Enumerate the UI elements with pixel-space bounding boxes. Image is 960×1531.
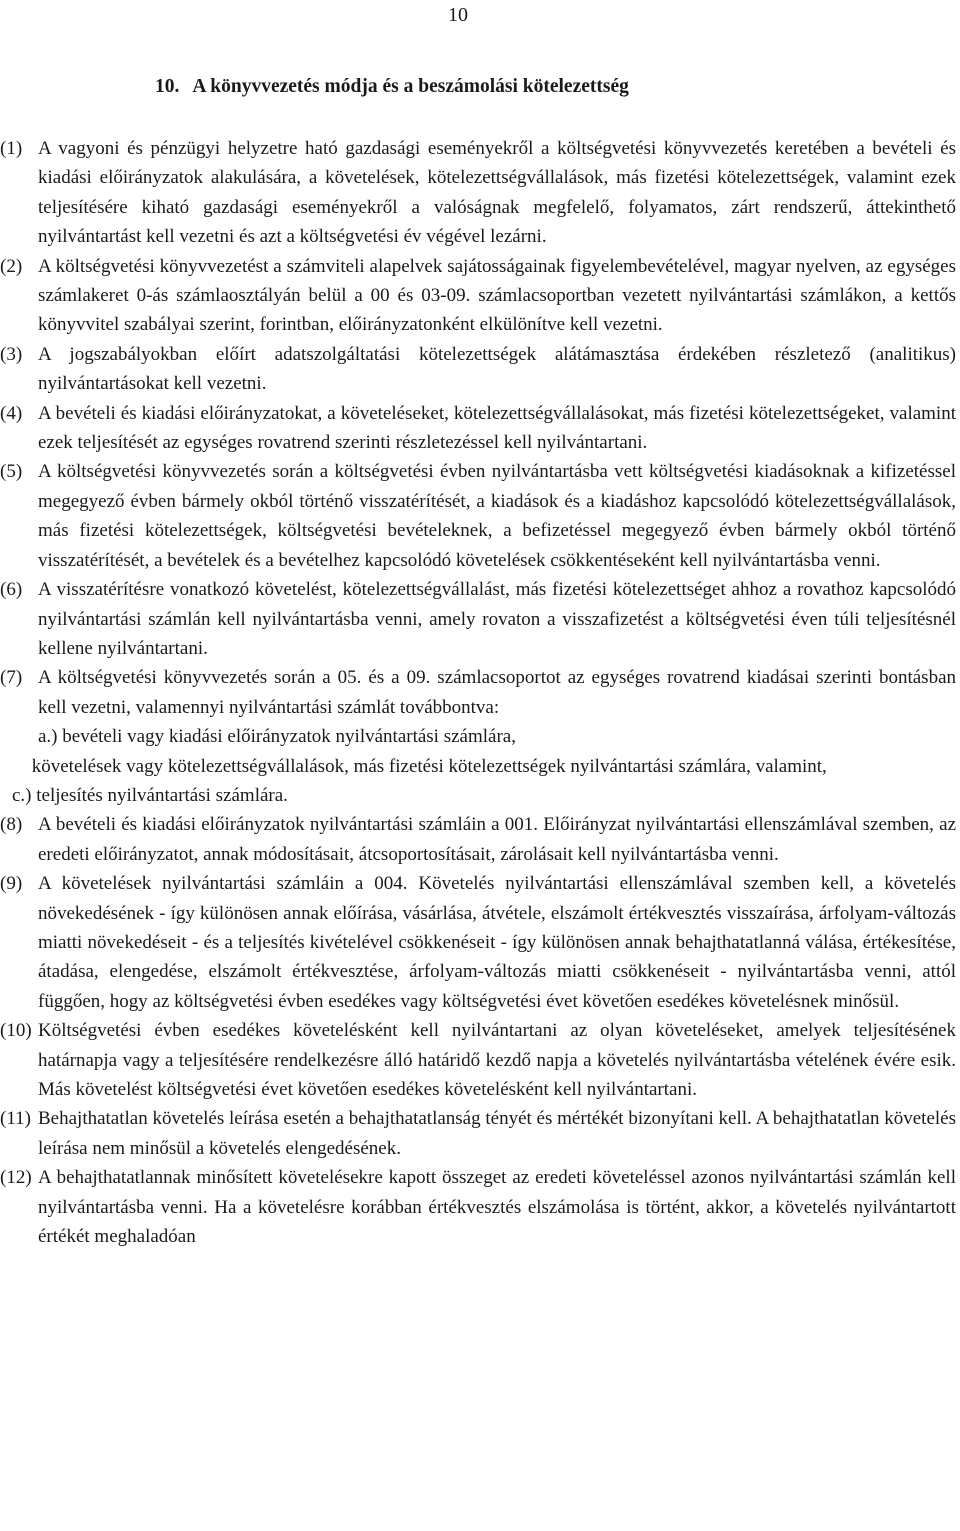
paragraph-marker: (6) xyxy=(0,579,23,601)
paragraph-1 xyxy=(0,134,956,252)
list-item-c xyxy=(0,781,956,810)
paragraph-2 xyxy=(0,252,956,340)
paragraph-marker: (5) xyxy=(0,461,23,483)
paragraph-text: A behajthatatlannak minősített követelésekre kapott összeget az eredeti követeléssel azonos nyilvántartási számlán kell nyilvántartásba venni. Ha a követelésre korábban értékvesztés elszámolása is történt, akkor, a követelés nyilvántartott értékét meghaladóan xyxy=(38,1167,956,1248)
list-item-marker: c.) xyxy=(12,784,32,806)
paragraph-marker: (12) xyxy=(0,1167,32,1189)
paragraph-text: A költségvetési könyvvezetés során a 05. és a 09. számlacsoportot az egységes rovatrend kiadásai szerinti bontásban kell vezetni, valamennyi nyilvántartási számlát továbbontva: xyxy=(38,667,956,718)
paragraph-text: A visszatérítésre vonatkozó követelést, kötelezettségvállalást, más fizetési kötelezettséget ahhoz a rovathoz kapcsolódó nyilvántartási számlán kell nyilvántartásba venni, amely rovaton a visszafizetést a költségvetési éven túli teljesítésnél kellene nyilvántartani. xyxy=(38,579,956,659)
paragraph-12 xyxy=(0,1163,956,1251)
paragraph-marker: (7) xyxy=(0,667,23,689)
paragraph-text: A vagyoni és pénzügyi helyzetre ható gazdasági eseményekről a költségvetési könyvvezetés keretében a bevételi és kiadási előirányzatok alakulására, a követelések, kötelezettségvállalások, más fizetési kötelezettségek, valamint ezek teljesítésére kiható gazdasági eseményekről a valóságnak megfelelő, folyamatos, zárt rendszerű, áttekinthető nyilvántartást kell vezetni és azt a költségvetési év végével lezárni. xyxy=(38,138,956,248)
paragraph-marker: (1) xyxy=(0,138,23,159)
paragraph-marker: (11) xyxy=(0,1108,31,1130)
document-body xyxy=(0,134,956,1251)
list-item-text: bevételi vagy kiadási előirányzatok nyilvántartási számlára, xyxy=(62,726,516,748)
paragraph-text: A bevételi és kiadási előirányzatok nyilvántartási számláin a 001. Előirányzat nyilvántartási ellenszámlával szemben, az eredeti előirányzatot, annak módosításait, átcsoportosításait, zárolásait kell nyilvántartásba venni. xyxy=(38,814,956,865)
paragraph-3 xyxy=(0,340,956,399)
paragraph-5 xyxy=(0,457,956,575)
paragraph-text: A követelések nyilvántartási számláin a 004. Követelés nyilvántartási ellenszámlával szemben kell, a követelés növekedésének - így különösen annak előírása, vásárlása, átvétele, elszámolt értékvesztés visszaírása, árfolyam-változás miatti növekedéseit - és a teljesítés kivételével csökkenéseit - így különösen annak behajthatatlanná válása, értékesítése, átadása, elengedése, elszámolt értékvesztése, árfolyam-változás miatti csökkenéseit - nyilvántartásba venni, attól függően, hogy az költségvetési évben esedékes vagy költségvetési évet követően esedékes követelésnek minősül. xyxy=(38,873,956,1012)
list-item-b xyxy=(0,752,956,781)
paragraph-9 xyxy=(0,869,956,1016)
paragraph-marker: (9) xyxy=(0,873,23,895)
list-item-marker: a.) xyxy=(38,726,58,748)
paragraph-text: Behajthatatlan követelés leírása esetén a behajthatatlanság tényét és mértékét bizonyítani kell. A behajthatatlan követelés leírása nem minősül a követelés elengedésének. xyxy=(38,1108,956,1159)
paragraph-marker: (8) xyxy=(0,814,23,836)
paragraph-8 xyxy=(0,810,956,869)
section-title: A könyvvezetés módja és a beszámolási kötelezettség xyxy=(192,76,629,97)
section-heading xyxy=(155,72,629,102)
list-item-text: követelések vagy kötelezettségvállalások, más fizetési kötelezettségek nyilvántartási számlára, valamint, xyxy=(31,755,827,777)
paragraph-text: A költségvetési könyvvezetést a számviteli alapelvek sajátosságainak figyelembevételével, magyar nyelven, az egységes számlakeret 0-ás számlaosztályán belül a 00 és 03-09. számlacsoportban vezetett nyilvántartási számlákon, a kettős könyvvitel szabályai szerint, forintban, előirányzatonként elkülönítve kell vezetni. xyxy=(38,255,956,336)
paragraph-10 xyxy=(0,1016,956,1104)
list-item-text: teljesítés nyilvántartási számlára. xyxy=(36,784,288,806)
paragraph-marker: (4) xyxy=(0,402,23,424)
paragraph-4 xyxy=(0,399,956,458)
paragraph-7 xyxy=(0,663,956,722)
paragraph-6 xyxy=(0,575,956,663)
page-number: 10 xyxy=(448,4,468,26)
paragraph-marker: (3) xyxy=(0,343,23,365)
paragraph-marker: (2) xyxy=(0,255,23,277)
paragraph-text: Költségvetési évben esedékes követelésként kell nyilvántartani az olyan követeléseket, amelyek teljesítésének határnapja vagy a teljesítésére rendelkezésre álló határidő kezdő napja a követelés nyilvántartásba vételének évére esik. Más követelést költségvetési évet követően esedékes követelésként kell nyilvántartani. xyxy=(38,1020,956,1100)
paragraph-text: A bevételi és kiadási előirányzatokat, a követeléseket, kötelezettségvállalásokat, más fizetési kötelezettségeket, valamint ezek teljesítését az egységes rovatrend szerinti részletezéssel kell nyilvántartani. xyxy=(38,402,956,454)
paragraph-11 xyxy=(0,1104,956,1163)
paragraph-text: A jogszabályokban előírt adatszolgáltatási kötelezettségek alátámasztása érdekében részletező (analitikus) nyilvántartásokat kell vezetni. xyxy=(38,343,956,395)
list-item-a xyxy=(0,722,956,751)
paragraph-text: A költségvetési könyvvezetés során a költségvetési évben nyilvántartásba vett költségvetési kiadásoknak a kifizetéssel megegyező évben bármely okból történő visszatérítését, a kiadások és a kiadáshoz kapcsolódó kötelezettségvállalások, más fizetési kötelezettségek, költségvetési bevételeknek, a befizetéssel megegyező évben bármely okból történő visszatérítését, a bevételek és a bevételhez kapcsolódó követelések csökkentéseként kell nyilvántartásba venni. xyxy=(38,461,956,571)
section-number: 10. xyxy=(155,76,180,97)
paragraph-marker: (10) xyxy=(0,1020,32,1042)
